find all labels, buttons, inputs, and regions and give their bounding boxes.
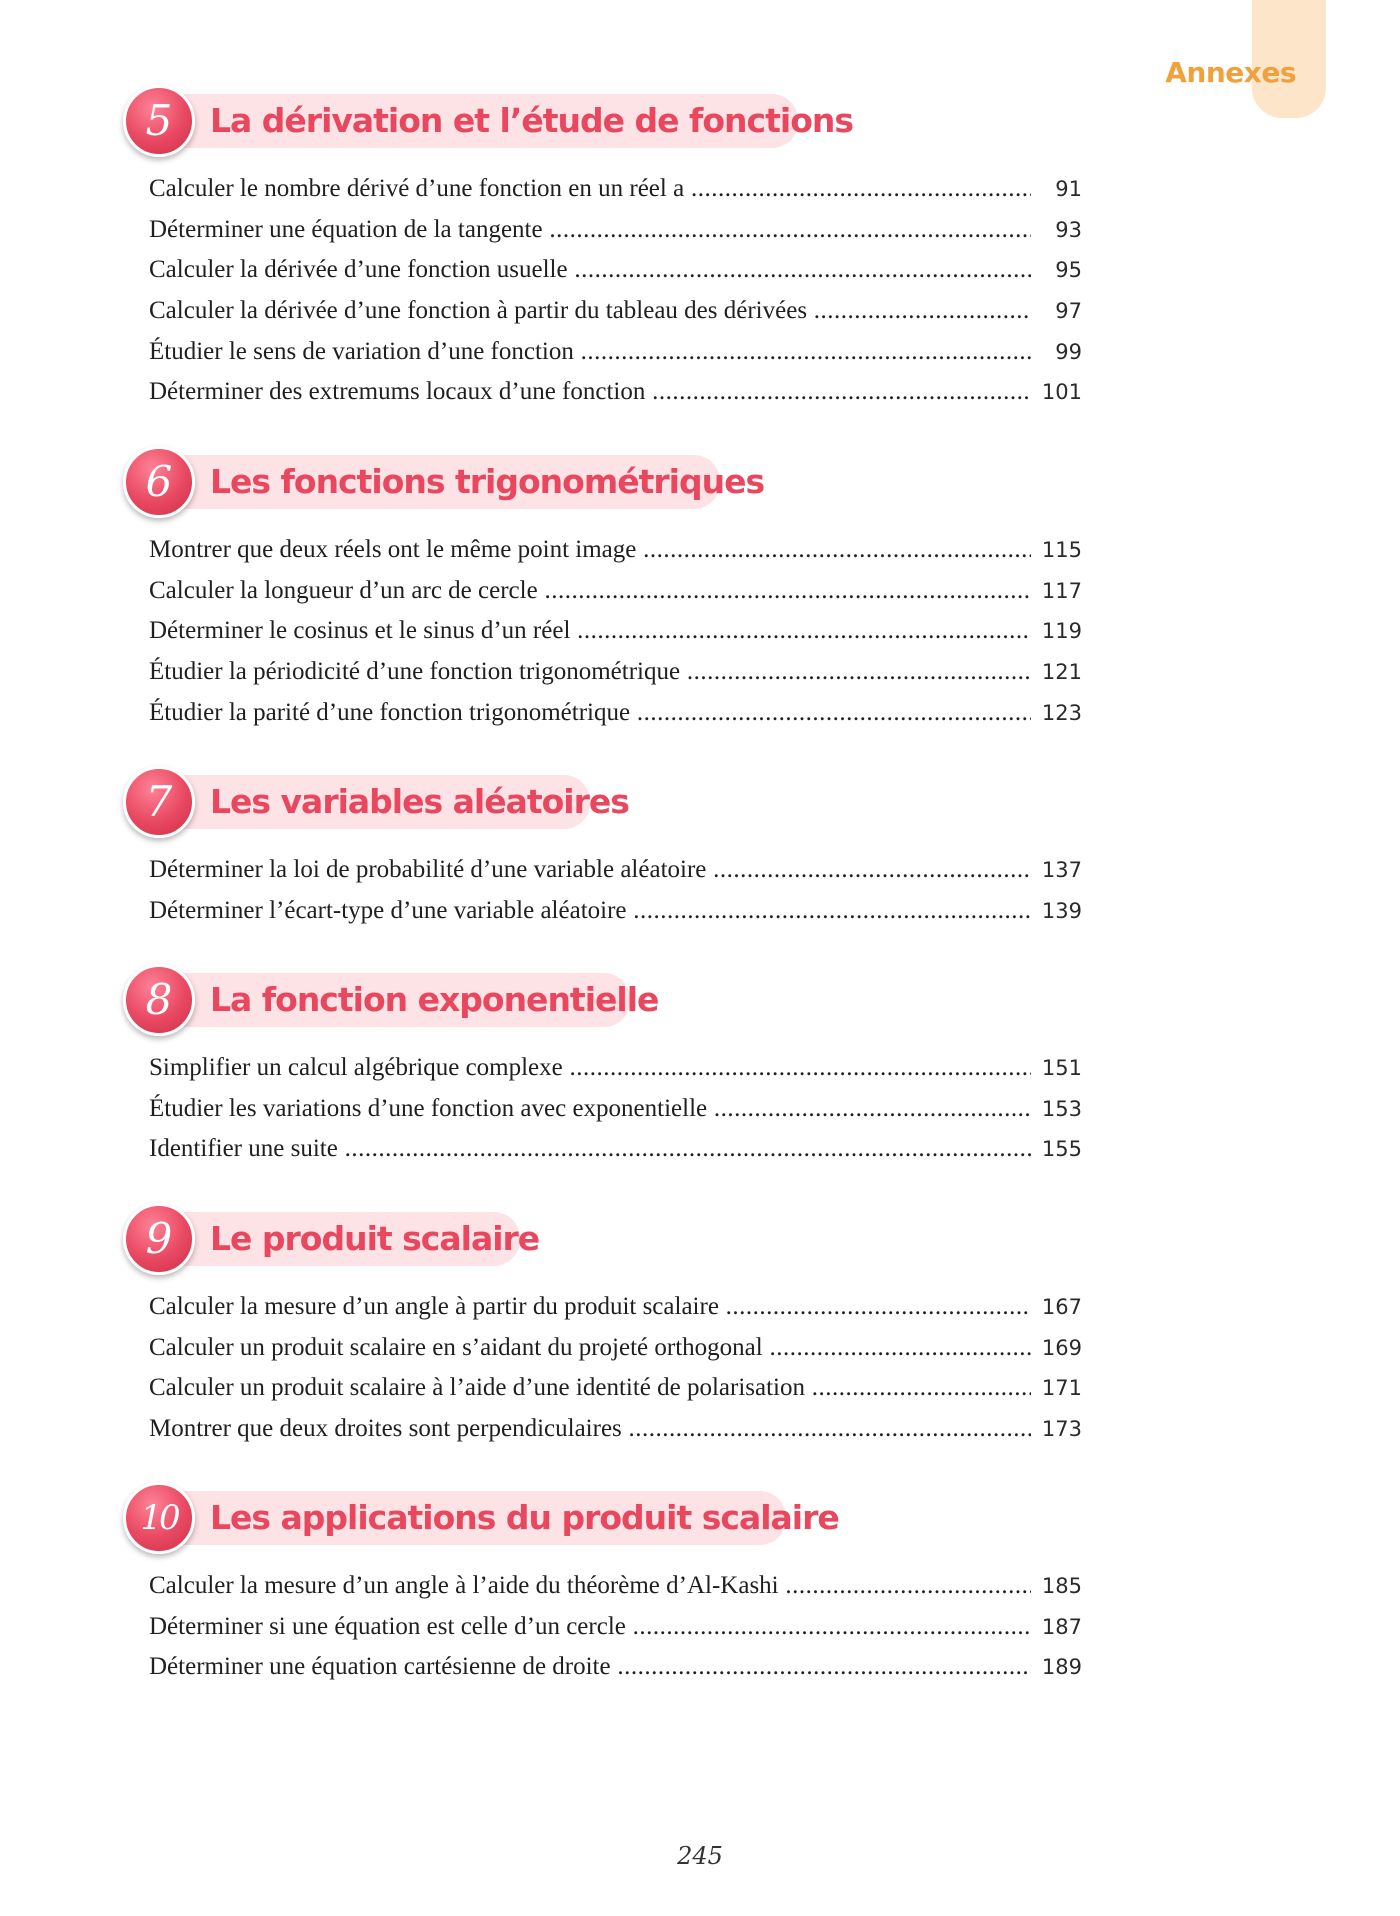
toc-entry[interactable] — [0, 611, 1400, 652]
toc-entry-title: Calculer la dérivée d’une fonction à partir du tableau des dérivées ..... — [149, 291, 1031, 332]
toc-entry-page: 189 — [1041, 1655, 1082, 1680]
chapter-title: Les fonctions trigonométriques — [210, 462, 765, 501]
toc-entry-title: Calculer la dérivée d’une fonction usuelle ..... — [149, 250, 1031, 291]
toc-entry-title: Déterminer une équation cartésienne de droite ..... — [149, 1647, 1031, 1688]
chapter-6 — [0, 446, 1400, 733]
chapter-heading — [0, 1203, 1400, 1283]
toc-entry-page: 167 — [1041, 1295, 1082, 1319]
toc-entry-title: Calculer la mesure d’un angle à l’aide du théorème d’Al-Kashi ..... — [149, 1566, 1031, 1607]
toc-entry[interactable] — [0, 1647, 1400, 1688]
toc-entry-page: 187 — [1041, 1614, 1082, 1639]
toc-entry-title: Déterminer la loi de probabilité d’une variable aléatoire ..... — [149, 850, 1031, 891]
chapter-number-badge: 8 — [123, 964, 195, 1036]
chapter-10 — [0, 1482, 1400, 1688]
page-number: 245 — [677, 1842, 723, 1870]
toc-entry-title: Montrer que deux droites sont perpendiculaires ..... — [149, 1409, 1031, 1450]
toc-entry[interactable] — [0, 169, 1400, 210]
chapter-5 — [0, 85, 1400, 413]
chapter-title: La fonction exponentielle — [210, 980, 659, 1019]
toc-entry-title: Étudier le sens de variation d’une fonction ..... — [149, 332, 1031, 373]
chapter-heading — [0, 85, 1400, 165]
toc-entry[interactable] — [0, 372, 1400, 413]
toc-entry-page: 169 — [1041, 1335, 1082, 1360]
toc-entry[interactable] — [0, 332, 1400, 373]
toc-entry-title: Montrer que deux réels ont le même point image ..... — [149, 530, 1031, 571]
chapter-entries — [0, 1566, 1400, 1688]
toc-entry[interactable] — [0, 291, 1400, 332]
toc-entry[interactable] — [0, 1368, 1400, 1409]
toc-entry-title: Déterminer l’écart-type d’une variable aléatoire ..... — [149, 891, 1031, 932]
toc-entry[interactable] — [0, 1129, 1400, 1170]
toc-entry-page: 171 — [1041, 1376, 1082, 1401]
toc-entry[interactable] — [0, 850, 1400, 891]
toc-entry-title: Identifier une suite ..... — [149, 1129, 1031, 1170]
toc-entry-page: 185 — [1041, 1574, 1082, 1598]
chapter-heading — [0, 766, 1400, 846]
toc-entry[interactable] — [0, 693, 1400, 734]
chapter-7 — [0, 766, 1400, 931]
toc-entry[interactable] — [0, 1566, 1400, 1607]
toc-entry-page: 119 — [1041, 619, 1082, 644]
toc-entry[interactable] — [0, 1287, 1400, 1328]
toc-entry-title: Simplifier un calcul algébrique complexe ..... — [149, 1048, 1031, 1089]
chapter-title: La dérivation et l’étude de fonctions — [210, 101, 853, 140]
toc-entry[interactable] — [0, 250, 1400, 291]
toc-entry-title: Étudier la périodicité d’une fonction trigonométrique ..... — [149, 652, 1031, 693]
toc-entry-page: 91 — [1055, 177, 1082, 201]
chapter-entries — [0, 850, 1400, 931]
chapter-8 — [0, 964, 1400, 1170]
toc-entry[interactable] — [0, 1607, 1400, 1648]
toc-entry-title: Calculer le nombre dérivé d’une fonction en un réel a ..... — [149, 169, 1031, 210]
toc-entry-title: Calculer un produit scalaire à l’aide d’une identité de polarisation ..... — [149, 1368, 1031, 1409]
toc-entry[interactable] — [0, 1089, 1400, 1130]
toc-entry[interactable] — [0, 1328, 1400, 1369]
toc-entry-page: 139 — [1041, 898, 1082, 923]
toc-entry[interactable] — [0, 1048, 1400, 1089]
toc-entry-page: 155 — [1041, 1137, 1082, 1162]
toc-entry[interactable] — [0, 530, 1400, 571]
toc-entry-title: Étudier la parité d’une fonction trigonométrique ..... — [149, 693, 1031, 734]
toc-entry[interactable] — [0, 571, 1400, 612]
chapter-number-badge: 9 — [123, 1203, 195, 1275]
toc-entry[interactable] — [0, 891, 1400, 932]
toc-entry-title: Calculer la longueur d’un arc de cercle ..... — [149, 571, 1031, 612]
chapter-entries — [0, 169, 1400, 413]
chapter-title: Les applications du produit scalaire — [210, 1498, 839, 1537]
toc-entry-page: 153 — [1041, 1096, 1082, 1121]
chapter-title: Le produit scalaire — [210, 1219, 540, 1258]
toc-entry-page: 99 — [1055, 339, 1082, 364]
chapter-heading — [0, 446, 1400, 526]
toc-entry-title: Déterminer une équation de la tangente ..... — [149, 210, 1031, 251]
toc-entry-page: 173 — [1041, 1417, 1082, 1442]
toc-entry-page: 95 — [1055, 258, 1082, 283]
toc-entry-page: 93 — [1055, 217, 1082, 242]
chapter-number-badge: 6 — [123, 446, 195, 518]
chapter-number-badge: 7 — [123, 766, 195, 838]
toc-entry-page: 117 — [1041, 578, 1082, 603]
chapter-number-badge: 10 — [123, 1482, 195, 1554]
toc-entry-page: 123 — [1041, 700, 1082, 725]
toc-entry-page: 97 — [1055, 299, 1082, 324]
chapter-heading — [0, 964, 1400, 1044]
toc-entry-title: Étudier les variations d’une fonction avec exponentielle ..... — [149, 1089, 1031, 1130]
chapter-number-badge: 5 — [123, 85, 195, 157]
toc-entry[interactable] — [0, 210, 1400, 251]
section-label: Annexes — [1165, 56, 1296, 89]
toc-entry-page: 121 — [1041, 660, 1082, 685]
chapter-entries — [0, 530, 1400, 733]
toc-entry-page: 101 — [1041, 380, 1082, 405]
chapter-9 — [0, 1203, 1400, 1450]
toc-entry-title: Déterminer si une équation est celle d’un cercle ..... — [149, 1607, 1031, 1648]
chapter-heading — [0, 1482, 1400, 1562]
chapter-title: Les variables aléatoires — [210, 782, 629, 821]
toc-entry-page: 151 — [1041, 1056, 1082, 1080]
toc-entry[interactable] — [0, 1409, 1400, 1450]
chapter-entries — [0, 1287, 1400, 1450]
toc-entry-page: 115 — [1041, 538, 1082, 562]
toc-entry-title: Déterminer le cosinus et le sinus d’un réel ..... — [149, 611, 1031, 652]
chapter-entries — [0, 1048, 1400, 1170]
toc-entry-page: 137 — [1041, 858, 1082, 882]
toc-entry-title: Calculer un produit scalaire en s’aidant du projeté orthogonal ..... — [149, 1328, 1031, 1369]
toc-entry-title: Calculer la mesure d’un angle à partir du produit scalaire ..... — [149, 1287, 1031, 1328]
toc-entry[interactable] — [0, 652, 1400, 693]
toc-entry-title: Déterminer des extremums locaux d’une fonction ..... — [149, 372, 1031, 413]
